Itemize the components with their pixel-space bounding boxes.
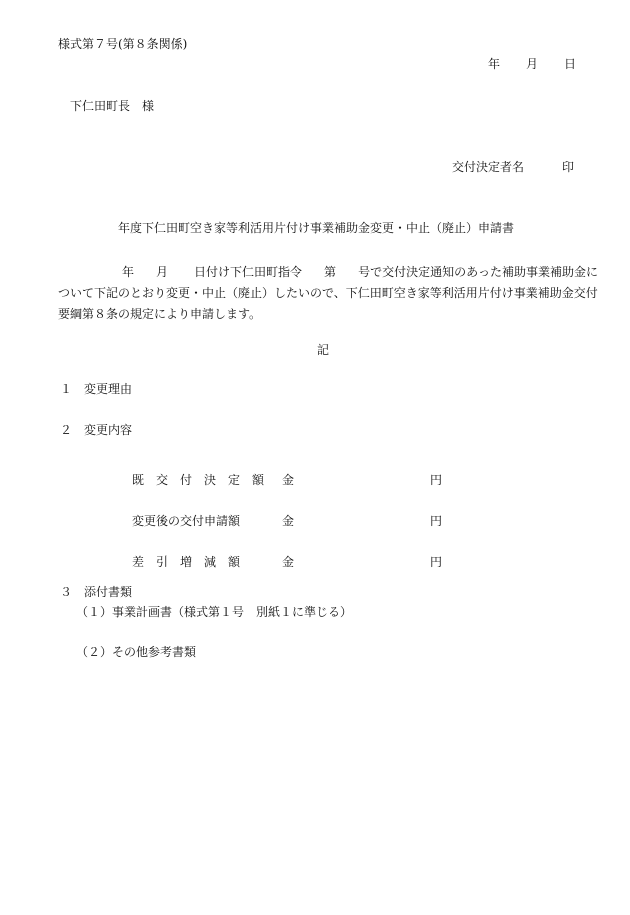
date-line — [488, 58, 576, 70]
amount-yen: 円 — [430, 514, 443, 528]
applicant-line — [452, 161, 574, 173]
document-title: 年度下仁田町空き家等利活用片付け事業補助金変更・中止（廃止）申請書 — [118, 221, 515, 235]
addressee: 下仁田町長 様 — [70, 99, 155, 113]
attachment-item-plan: （１）事業計画書（様式第１号 別紙１に準じる） — [76, 605, 353, 619]
section-number: １ — [60, 382, 73, 396]
amount-kin: 金 — [282, 473, 295, 487]
amount-row-revised — [132, 515, 442, 527]
seal-mark: 印 — [562, 160, 575, 174]
date-year: 年 — [488, 57, 501, 71]
section-label: 変更内容 — [84, 423, 133, 437]
section-number: ２ — [60, 423, 73, 437]
date-month: 月 — [526, 57, 539, 71]
amount-label: 既 交 付 決 定 額 — [132, 473, 265, 487]
amount-yen: 円 — [430, 473, 443, 487]
amount-row-difference — [132, 556, 442, 568]
section-attachments — [60, 586, 132, 598]
body-paragraph — [58, 262, 598, 325]
amount-label: 差 引 増 減 額 — [132, 555, 241, 569]
form-number: 様式第７号(第８条関係) — [58, 37, 188, 51]
section-number: ３ — [60, 585, 73, 599]
body-year: 年 — [122, 265, 135, 279]
amount-kin: 金 — [282, 514, 295, 528]
section-change-content — [60, 424, 132, 436]
section-label: 変更理由 — [84, 382, 133, 396]
section-change-reason — [60, 383, 132, 395]
amount-kin: 金 — [282, 555, 295, 569]
ki-heading: 記 — [317, 343, 330, 357]
applicant-label: 交付決定者名 — [452, 160, 525, 174]
body-month: 月 — [156, 265, 169, 279]
body-dai: 第 — [324, 265, 337, 279]
section-label: 添付書類 — [84, 585, 133, 599]
attachment-item-other: （２）その他参考書類 — [76, 645, 197, 659]
amount-row-decided — [132, 474, 442, 486]
amount-label: 変更後の交付申請額 — [132, 514, 241, 528]
date-day: 日 — [564, 57, 577, 71]
amount-yen: 円 — [430, 555, 443, 569]
body-main-text: 号で交付決定通知のあった補助事業補助金について下記のとおり変更・中止（廃止）したいので、下仁田町空き家等利活用片付け事業補助金交付要綱第８条の規定により申請します。 — [58, 265, 598, 321]
body-date-issue: 日付け下仁田町指令 — [194, 265, 303, 279]
